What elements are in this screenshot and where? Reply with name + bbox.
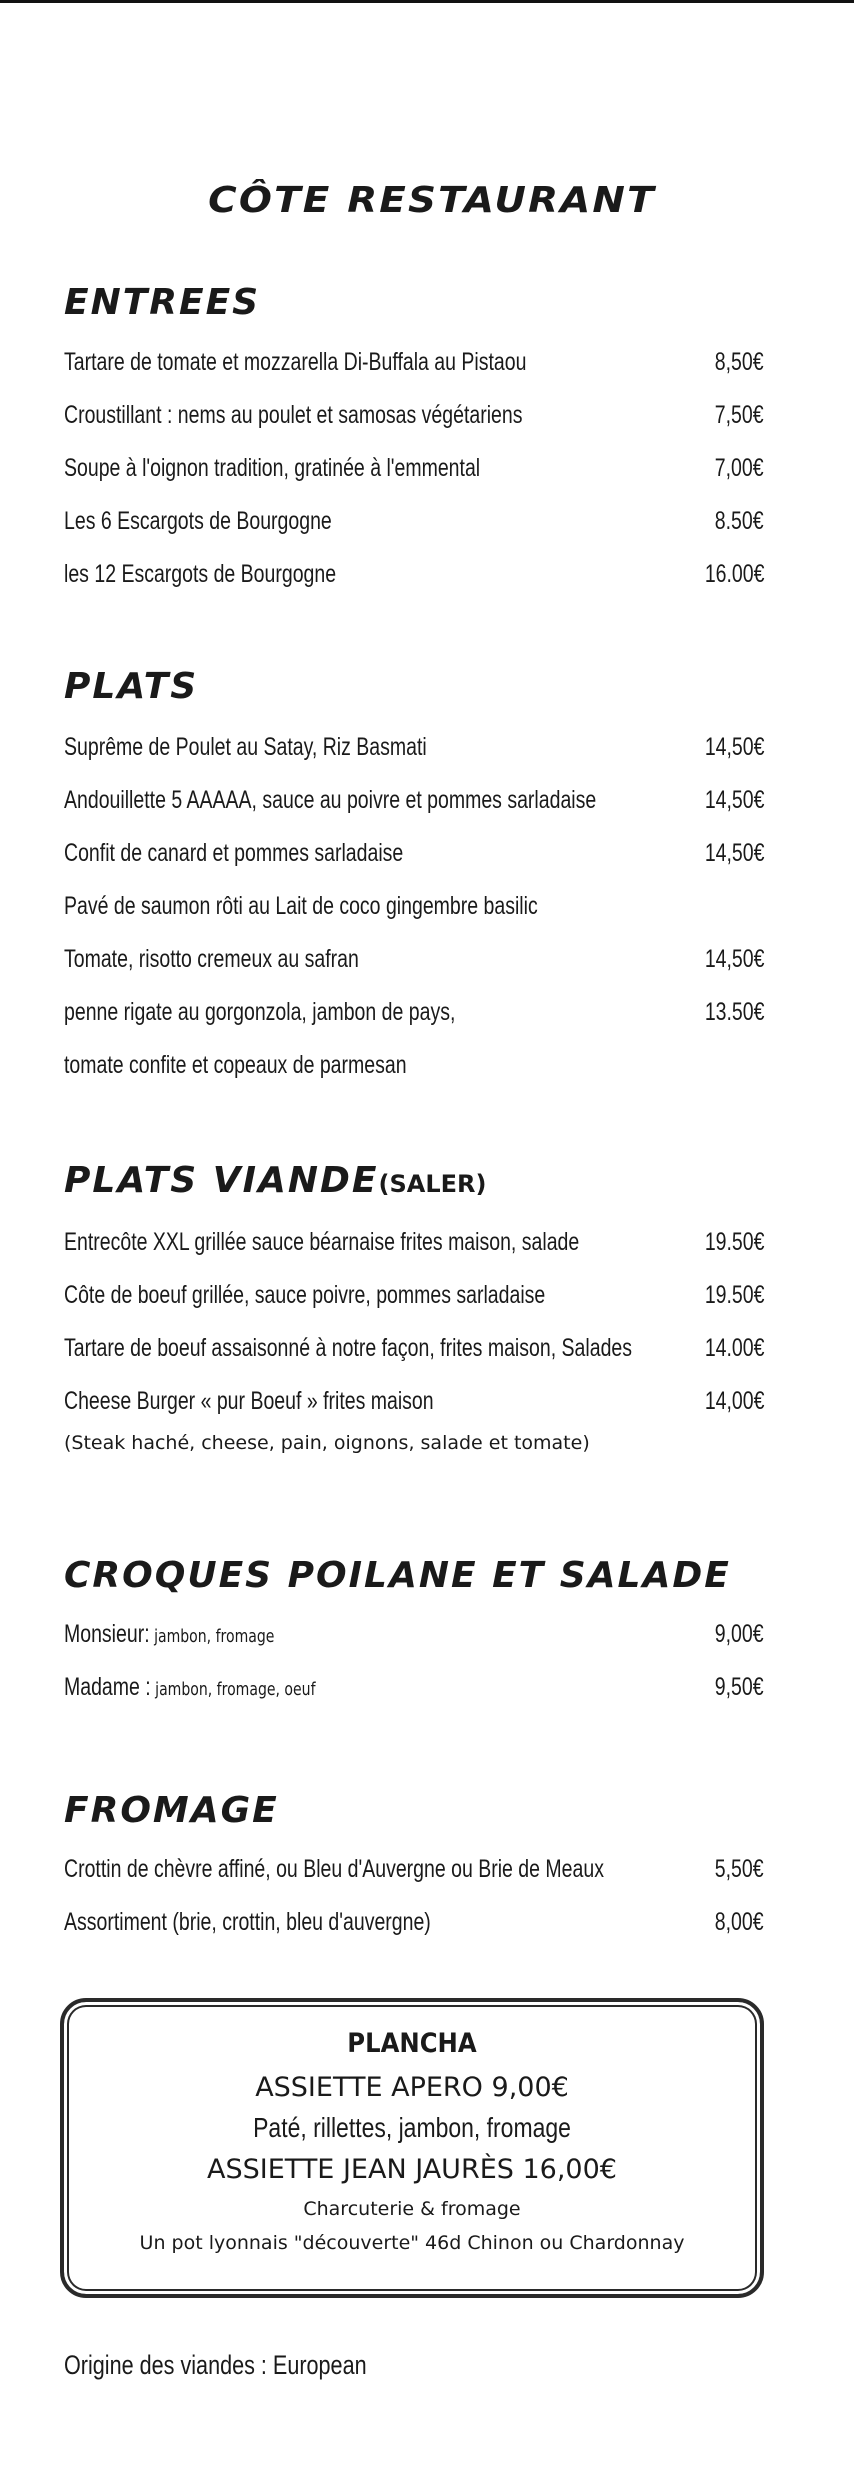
item-price: 14,50€ [704, 786, 764, 814]
item-name [64, 1673, 316, 1702]
item-name: Entrecôte XXL grillée sauce béarnaise frites maison, salade [64, 1228, 580, 1256]
item-name: Côte de boeuf grillée, sauce poivre, pommes sarladaise [64, 1281, 546, 1309]
item-price: 7,50€ [715, 401, 764, 429]
item-name: Cheese Burger « pur Boeuf » frites maison [64, 1387, 434, 1415]
restaurant-title: CÔTE RESTAURANT [208, 180, 656, 221]
meat-origin-note: Origine des viandes : European [64, 2350, 367, 2380]
item-name: Tomate, risotto cremeux au safran [64, 945, 359, 973]
menu-item [64, 839, 764, 891]
plancha-line-jean-jaures-desc: Charcuterie & fromage [303, 2198, 521, 2220]
section-title-entrees: ENTREES [64, 282, 261, 323]
menu-item [64, 454, 764, 506]
section-title-suffix: (SALER) [378, 1170, 487, 1198]
menu-item [64, 1334, 764, 1386]
item-name: Confit de canard et pommes sarladaise [64, 839, 404, 867]
item-name: Tartare de boeuf assaisonné à notre façon, frites maison, Salades [64, 1334, 633, 1362]
plancha-line-assiette-apero: ASSIETTE APERO 9,00€ [255, 2072, 569, 2103]
item-price: 14,50€ [704, 733, 764, 761]
menu-item [64, 348, 764, 400]
menu-item [64, 1855, 764, 1907]
plancha-box [60, 1998, 764, 2298]
item-price: 13.50€ [704, 998, 764, 1026]
menu-item [64, 945, 764, 997]
item-price: 8.50€ [715, 507, 764, 535]
item-name: les 12 Escargots de Bourgogne [64, 560, 337, 588]
menu-item [64, 786, 764, 838]
item-name: penne rigate au gorgonzola, jambon de pays, [64, 998, 456, 1026]
item-label: Monsieur: [64, 1620, 150, 1648]
item-price: 8,50€ [715, 348, 764, 376]
section-title-croques: CROQUES POILANE ET SALADE [64, 1555, 731, 1596]
menu-item [64, 1620, 764, 1672]
menu-item [64, 507, 764, 559]
menu-item [64, 1673, 764, 1725]
section-title-text: PLATS VIANDE [64, 1160, 379, 1201]
menu-item [64, 1228, 764, 1280]
section-title-fromage: FROMAGE [64, 1790, 279, 1831]
item-label: Madame : [64, 1673, 151, 1701]
item-name: Suprême de Poulet au Satay, Riz Basmati [64, 733, 427, 761]
item-name: Crottin de chèvre affiné, ou Bleu d'Auvergne ou Brie de Meaux [64, 1855, 604, 1883]
plancha-line-assiette-jean-jaures: ASSIETTE JEAN JAURÈS 16,00€ [207, 2154, 617, 2185]
item-price: 7,00€ [715, 454, 764, 482]
item-price: 5,50€ [715, 1855, 764, 1883]
top-border-line [0, 0, 854, 3]
item-name: tomate confite et copeaux de parmesan [64, 1051, 407, 1079]
plancha-line-apero-desc: Paté, rillettes, jambon, fromage [253, 2112, 571, 2143]
menu-item [64, 560, 764, 612]
item-price: 14,50€ [704, 945, 764, 973]
item-price: 9,50€ [715, 1673, 764, 1701]
menu-item [64, 1281, 764, 1333]
item-name: Tartare de tomate et mozzarella Di-Buffala au Pistaou [64, 348, 527, 376]
item-description: jambon, fromage [149, 1626, 275, 1647]
section-title-plats: PLATS [64, 666, 199, 707]
item-name: Croustillant : nems au poulet et samosas végétariens [64, 401, 523, 429]
menu-item [64, 733, 764, 785]
item-price: 14,00€ [704, 1387, 764, 1415]
item-name [64, 1620, 274, 1649]
menu-item [64, 998, 764, 1050]
item-name: Pavé de saumon rôti au Lait de coco gingembre basilic [64, 892, 538, 920]
menu-item [64, 401, 764, 453]
item-price: 9,00€ [715, 1620, 764, 1648]
section-title-plats-viande [64, 1160, 486, 1201]
item-name: Assortiment (brie, crottin, bleu d'auvergne) [64, 1908, 431, 1936]
menu-item [64, 1908, 764, 1960]
item-price: 19.50€ [704, 1228, 764, 1256]
item-description: jambon, fromage, oeuf [150, 1679, 316, 1700]
item-price: 16.00€ [704, 560, 764, 588]
item-price: 14,50€ [704, 839, 764, 867]
plancha-title: PLANCHA [347, 2028, 477, 2059]
item-note: (Steak haché, cheese, pain, oignons, salade et tomate) [64, 1432, 590, 1454]
item-price: 19.50€ [704, 1281, 764, 1309]
item-name: Soupe à l'oignon tradition, gratinée à l'emmental [64, 454, 481, 482]
menu-item [64, 892, 764, 944]
item-name: Andouillette 5 AAAAA, sauce au poivre et pommes sarladaise [64, 786, 597, 814]
plancha-line-pot-lyonnais: Un pot lyonnais "découverte" 46d Chinon ou Chardonnay [139, 2232, 685, 2254]
item-price: 14.00€ [704, 1334, 764, 1362]
menu-item [64, 1051, 764, 1103]
item-name: Les 6 Escargots de Bourgogne [64, 507, 332, 535]
item-price: 8,00€ [715, 1908, 764, 1936]
